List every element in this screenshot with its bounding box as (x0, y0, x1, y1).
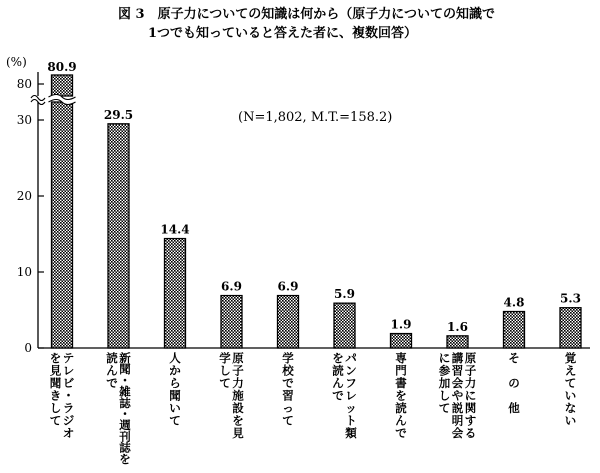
bar-value-label: 1.6 (447, 319, 468, 334)
x-category-label: 講習会や説明会 (451, 351, 464, 440)
bar (108, 124, 129, 348)
x-category-label: 学して (219, 351, 231, 390)
x-category-label: テレビ・ラジオ (62, 351, 75, 440)
chart-title-line2: 1つでも知っていると答えた者に、複数回答） (148, 26, 418, 41)
x-category-label: 人から聞いて (169, 351, 181, 428)
bar (221, 296, 242, 348)
y-tick-label: 80 (16, 77, 32, 91)
x-category-label: 原子力施設を見 (232, 351, 244, 440)
x-category-label: 新聞・雑誌・週刊誌を (119, 351, 131, 466)
bar-value-label: 1.9 (390, 317, 412, 332)
bar (165, 239, 186, 348)
x-category-label: を見聞きして (49, 351, 62, 428)
x-category-label: 読んで (106, 351, 118, 390)
x-category-label: 学校で習って (282, 351, 294, 428)
sample-size-note: (N=1,802, M.T.=158.2) (238, 110, 393, 125)
bar-value-label: 5.9 (334, 287, 355, 302)
bar-value-label: 5.3 (560, 291, 581, 306)
bar (447, 336, 468, 348)
x-category-label: 専門書を読んで (395, 351, 407, 440)
bar-value-label: 6.9 (277, 279, 299, 294)
bar-value-label: 80.9 (47, 60, 77, 74)
chart-title-line1: 図 3 原子力についての知識は何から（原子力についての知識で (118, 7, 496, 22)
x-category-label: を読んで (332, 351, 344, 403)
bar-value-label: 29.5 (103, 107, 134, 122)
x-category-label: に参加して (438, 351, 451, 415)
bar-value-label: 14.4 (160, 222, 190, 237)
bar (391, 334, 412, 348)
bar-upper-segment (52, 75, 73, 96)
x-category-label: そ の 他 (508, 351, 520, 415)
bar (334, 303, 355, 348)
y-tick-label: 10 (16, 265, 32, 279)
y-tick-label: 30 (16, 113, 32, 127)
x-category-label: 原子力に関する (464, 351, 477, 440)
bar (504, 312, 525, 348)
x-category-label: パンフレット類 (345, 351, 357, 440)
bar (52, 102, 73, 348)
bar-value-label: 6.9 (221, 279, 242, 294)
y-tick-label: 20 (16, 189, 32, 203)
bar (560, 308, 581, 348)
y-tick-label: 0 (24, 341, 32, 355)
x-category-label: 覚えていない (564, 351, 577, 428)
bar (278, 296, 299, 348)
bar-value-label: 4.8 (503, 295, 525, 310)
y-axis-unit-label: (%) (6, 55, 27, 69)
